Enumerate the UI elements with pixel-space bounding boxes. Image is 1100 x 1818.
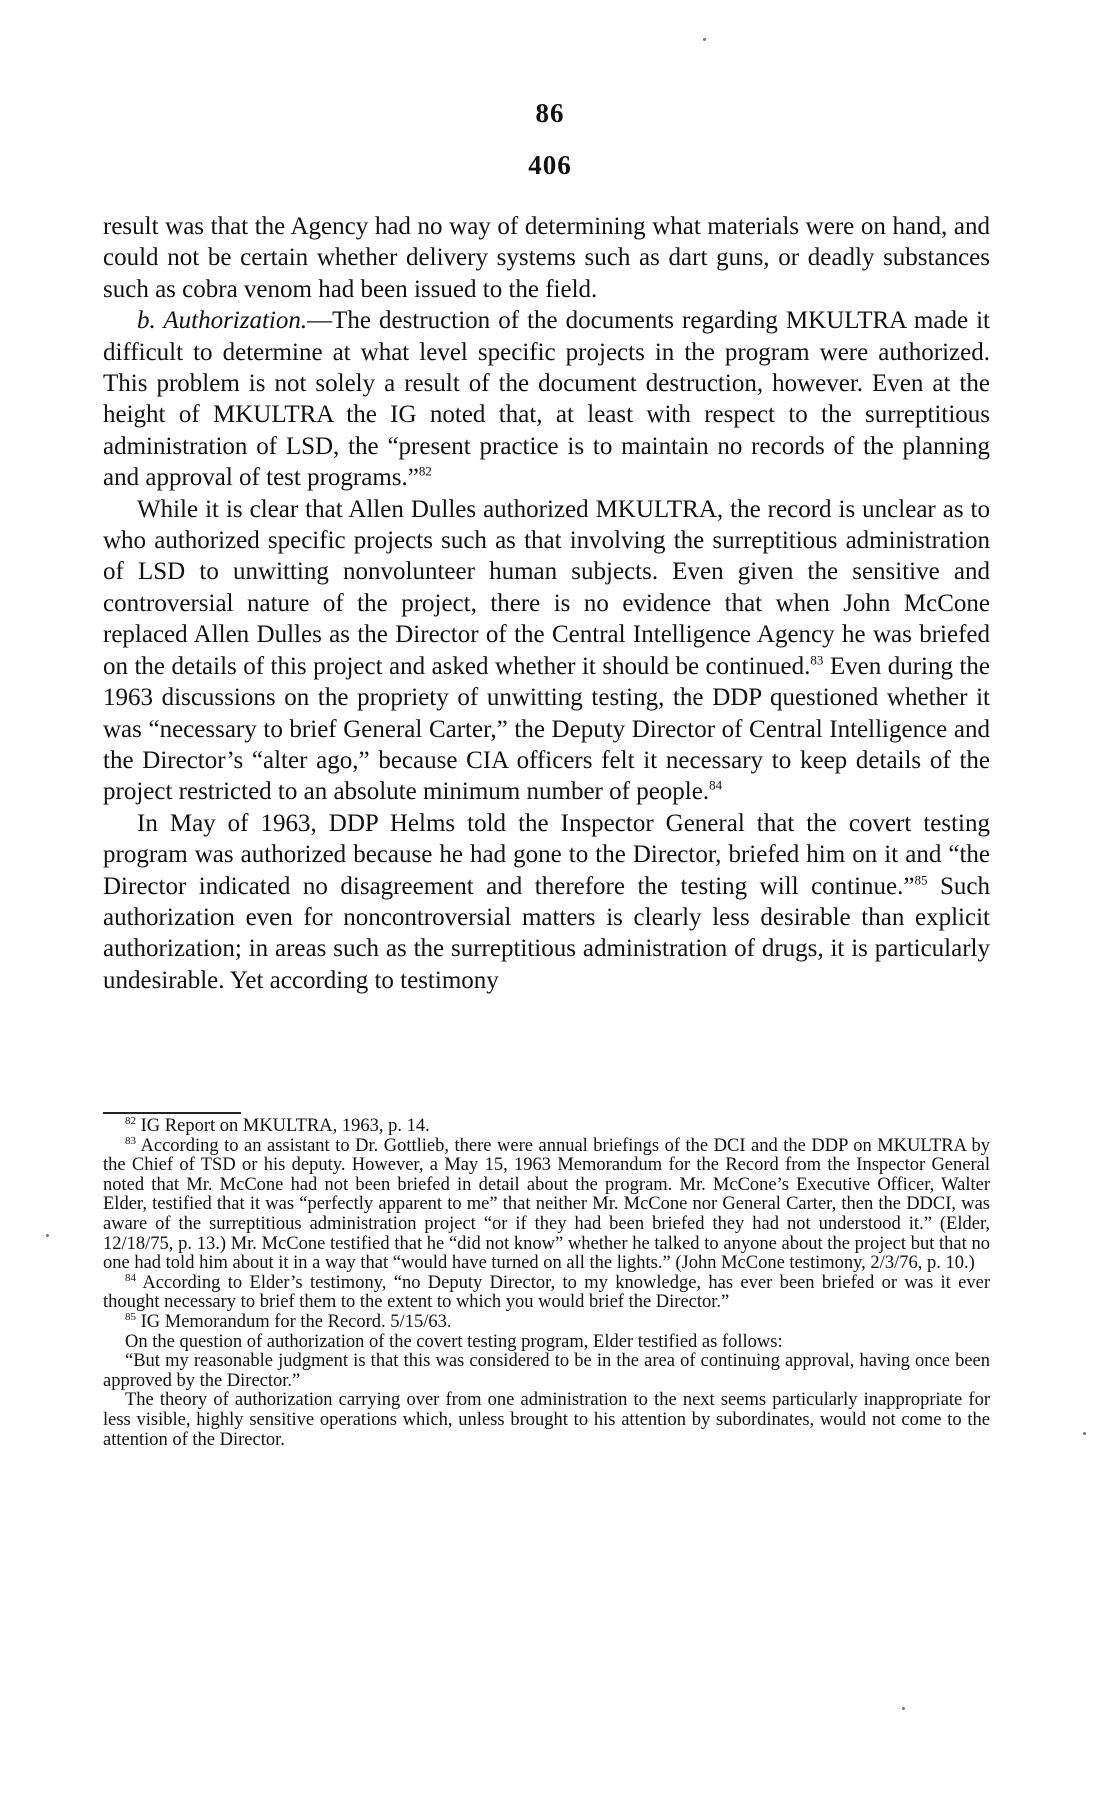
footnote-divider [103,1112,241,1114]
footnote-85-elder-intro: On the question of authorization of the covert testing program, Elder testified as follows: [125,1331,783,1352]
paragraph-4-text-b: Such authorization even for noncontroversial matters is clearly less desirable than explicit authorization; in areas such as the surreptitious administration of drugs, it is particularly undesirable. Yet according to testimony [103,872,990,994]
footnote-85 [103,1310,990,1333]
footnote-ref-82: 82 [418,463,432,479]
scan-speck [902,1707,905,1710]
heading-dash: — [307,307,333,335]
scan-speck [703,38,706,41]
paragraph-authorization [103,305,990,493]
footnote-82-text: IG Report on MKULTRA, 1963, p. 14. [136,1116,430,1136]
footnote-85-elder-quote: “But my reasonable judgment is that this was considered to be in the area of continuing approval, having once been approved by the Director.” [103,1351,990,1391]
footnote-85-conclusion: The theory of authorization carrying over from one administration to the next seems particularly inappropriate for less visible, highly sensitive operations which, unless brought to his attention by subordinates, would not come to the attention of the Director. [103,1390,990,1450]
body-text [103,211,990,996]
footnote-83 [103,1134,990,1274]
paragraph-4-text-a: In May of 1963, DDP Helms told the Inspector General that the covert testing program was authorized because he had gone to the Director, briefed him on it and “the Director indicated no disagreement and therefore the testing will continue.” [103,809,990,900]
footnote-84-text: According to Elder’s testimony, “no Deputy Director, to my knowledge, has ever been briefed or was it ever thought necessary to brief them to the extent to which you would brief the Director.” [103,1272,990,1313]
footnote-number-83: 83 [125,1134,136,1147]
paragraph-3-text-a: While it is clear that Allen Dulles authorized MKULTRA, the record is unclear as to who authorized specific projects such as that involving the surreptitious administration of LSD to unwitting nonvolunteer human subjects. Even given the sensitive and controversial nature of the project, there is no evidence that when John McCone replaced Allen Dulles as the Director of the Central Intelligence Agency he was briefed on the details of this project and asked whether it should be continued. [103,495,990,680]
footnote-84 [103,1271,990,1313]
footnote-82 [103,1114,990,1137]
paragraph-1-text: result was that the Agency had no way of determining what materials were on hand, and could not be certain whether delivery systems such as dart guns, or deadly substances such as cobra venom had been issued to the field. [103,213,990,303]
footnote-ref-83: 83 [810,652,824,668]
footnotes [103,1114,990,1450]
paragraph-helms [103,808,990,996]
paragraph-2-text: The destruction of the documents regarding MKULTRA made it difficult to determine at what level specific projects in the program were authorized. This problem is not solely a result of the document destruction, however. Even at the height of MKULTRA the IG noted that, at least with respect to the surreptitious administration of LSD, the “present practice is to maintain no records of the planning and approval of test programs.” [103,307,990,492]
footnote-83-text: According to an assistant to Dr. Gottlieb, there were annual briefings of the DCI and the DDP on MKULTRA by the Chief of TSD or his deputy. However, a May 15, 1963 Memorandum for the Record from the Inspector General noted that Mr. McCone had not been briefed in detail about the program. Mr. McCone’s Executive Officer, Walter Elder, testified that it was “perfectly apparent to me” that neither Mr. McCone nor General Carter, then the DDCI, was aware of the surreptitious administration project “or if they had been briefed they had not understood it.” (Elder, 12/18/75, p. 13.) Mr. McCone testified that he “did not know” whether he talked to anyone about the project but that no one had told him about it in a way that “would have turned on all the lights.” (John McCone testimony, 2/3/76, p. 10.) [103,1135,990,1274]
paragraph-dulles-mccone [103,494,990,808]
paragraph-3-text-b: Even during the 1963 discussions on the propriety of unwitting testing, the DDP questioned whether it was “necessary to brief General Carter,” the Deputy Director of Central Intelligence and the Director’s “alter ago,” because CIA officers felt it necessary to keep details of the project restricted to an absolute minimum number of people. [103,652,990,806]
footnote-ref-85: 85 [914,872,928,888]
footnote-number-85: 85 [125,1310,136,1323]
page-number-bottom: 406 [528,150,572,180]
footnote-ref-84: 84 [709,777,723,793]
paragraph-continuation [103,211,990,305]
section-heading-authorization: b. Authorization. [137,307,308,335]
scan-speck [1083,1432,1086,1435]
scan-speck [46,1234,49,1237]
footnote-number-82: 82 [125,1114,136,1127]
footnote-85-text: IG Memorandum for the Record. 5/15/63. [136,1311,452,1332]
footnote-number-84: 84 [125,1271,136,1284]
page-number-top: 86 [535,98,565,128]
